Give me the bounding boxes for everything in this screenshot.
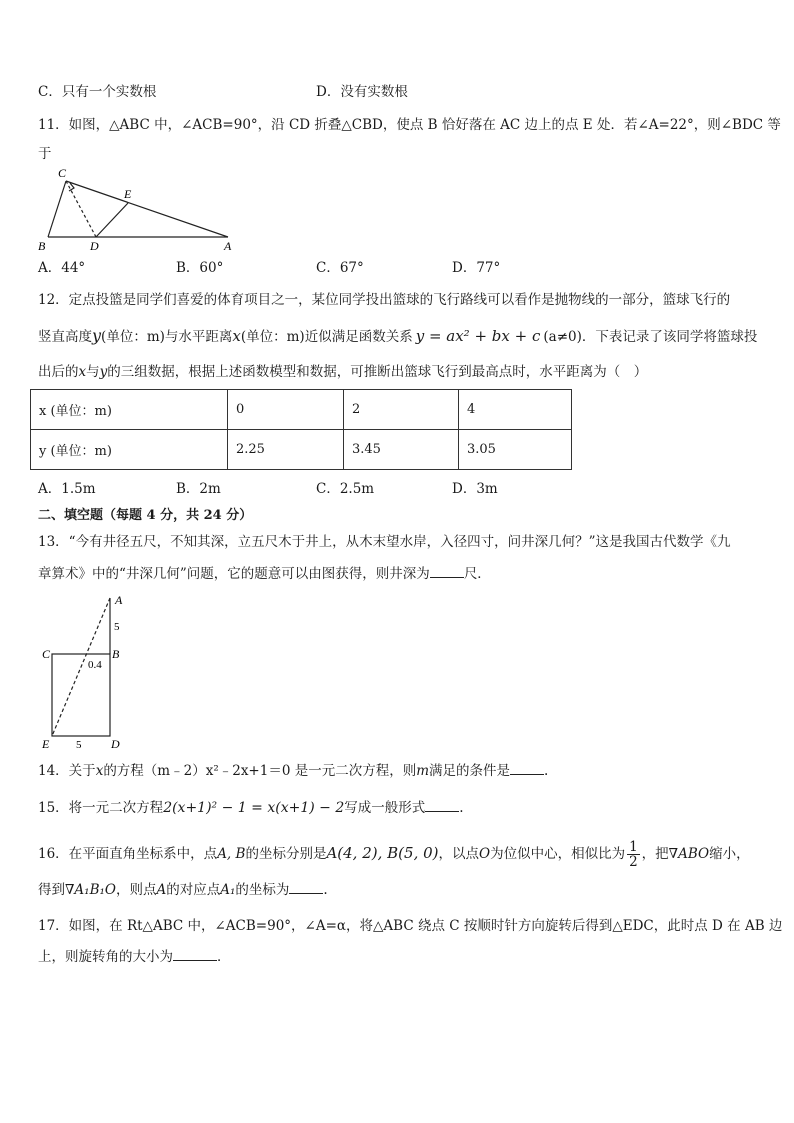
q12-x-value: 2 <box>344 390 459 430</box>
section2-title: 二、填空题（每题 4 分，共 24 分） <box>38 508 253 523</box>
q13-label-a: A <box>115 593 123 607</box>
q10-option-c: C．只有一个实数根 <box>38 84 157 100</box>
q12-y-value: 2.25 <box>228 430 344 470</box>
q13-figure <box>36 590 136 752</box>
q12-option-c: C．2.5m <box>316 481 375 497</box>
q11-side-ca <box>66 181 228 237</box>
q11-side-bc <box>48 181 66 237</box>
q11-stem-line1: 11．如图，△ABC 中，∠ACB=90°，沿 CD 折叠△CBD，使点 B 恰好落在 AC 边上的点 E 处．若∠A=22°，则∠BDC 等 <box>38 117 781 133</box>
q12-stem-line1: 12．定点投篮是同学们喜爱的体育项目之一，某位同学投出篮球的飞行路线可以看作是抛物线的一部分，篮球飞行的 <box>38 292 731 308</box>
q12-stem-line3: 出后的x与y的三组数据，根据上述函数模型和数据，可推断出篮球飞行到最高点时，水平距离为（ ） <box>38 364 648 380</box>
q12-data-table <box>30 389 572 470</box>
q17-answer-blank <box>173 946 217 961</box>
q15-answer-blank <box>425 797 459 812</box>
q13-stem-line2: 章算术》中的“井深几何”问题，它的题意可以由图获得，则井深为 尺． <box>38 563 491 584</box>
q13-label-b: B <box>112 647 120 661</box>
q12-stem-line2: 竖直高度y(单位：m)与水平距离x(单位：m)近似满足函数关系 y = ax² + bx + c (a≠0)．下表记录了该同学将篮球投 <box>38 326 758 345</box>
q14-stem: 14．关于x的方程（m﹣2）x²﹣2x+1＝0 是一元二次方程，则m满足的条件是 . <box>38 760 548 781</box>
q16-answer-blank <box>289 879 323 894</box>
q13-label-five-top: 5 <box>114 621 120 633</box>
table-row <box>31 390 572 430</box>
q14-answer-blank <box>510 760 544 775</box>
q13-label-five-bottom: 5 <box>76 739 82 751</box>
q15-stem: 15．将一元二次方程2(x+1)² − 1 = x(x+1) − 2写成一般形式 . <box>38 797 464 818</box>
q16-stem-line2: 得到∇A₁B₁O，则点A的对应点A₁的坐标为 . <box>38 879 328 900</box>
q13-stem-line1: 13．“今有井径五尺，不知其深，立五尺木于井上，从木末望水岸，入径四寸，问井深几何？”这是我国古代数学《九 <box>38 534 731 550</box>
q12-x-value: 0 <box>228 390 344 430</box>
q16-stem-line1: 16．在平面直角坐标系中，点A, B的坐标分别是A(4, 2), B(5, 0)，以点O为位似中心，相似比为 $\frac{1}{2}$ ，把∇ABO缩小， <box>38 839 750 870</box>
q11-label-a: A <box>224 239 232 253</box>
q11-option-a: A．44° <box>38 260 86 276</box>
q17-stem-line2: 上，则旋转角的大小为 ． <box>38 946 231 967</box>
q12-y-value: 3.45 <box>344 430 459 470</box>
q12-option-b: B．2m <box>176 481 221 497</box>
q11-option-b: B．60° <box>176 260 224 276</box>
q13-label-d: D <box>111 737 120 751</box>
q16-ratio-fraction: $\frac{1}{2}$ <box>629 839 638 870</box>
q12-row-x-label: x (单位：m) <box>31 390 228 430</box>
q11-label-d: D <box>90 239 99 253</box>
q11-option-d: D．77° <box>452 260 501 276</box>
q11-label-c: C <box>58 166 67 180</box>
q12-x-value: 4 <box>459 390 572 430</box>
q13-label-c: C <box>42 647 51 661</box>
q11-label-b: B <box>38 239 46 253</box>
q10-option-d: D．没有实数根 <box>316 84 408 100</box>
q12-y-value: 3.05 <box>459 430 572 470</box>
q17-stem-line1: 17．如图，在 Rt△ABC 中，∠ACB=90°，∠A=α，将△ABC 绕点 C 按顺时针方向旋转后得到△EDC，此时点 D 在 AB 边 <box>38 918 783 934</box>
q13-label-0-4: 0.4 <box>88 659 102 671</box>
q12-function-formula: y = ax² + bx + c <box>415 327 541 345</box>
q12-row-y-label: y (单位：m) <box>31 430 228 470</box>
q12-option-d: D．3m <box>452 481 498 497</box>
q13-label-e: E <box>42 737 50 751</box>
q15-formula: 2(x+1)² − 1 = x(x+1) − 2 <box>163 800 345 816</box>
q11-segment-de <box>96 203 128 237</box>
q11-label-e: E <box>124 187 132 201</box>
q12-option-a: A．1.5m <box>38 481 96 497</box>
q11-option-c: C．67° <box>316 260 364 276</box>
q13-answer-blank <box>430 563 464 578</box>
q11-stem-line2: 于 <box>38 146 52 162</box>
table-row <box>31 430 572 470</box>
q11-figure <box>34 165 244 255</box>
